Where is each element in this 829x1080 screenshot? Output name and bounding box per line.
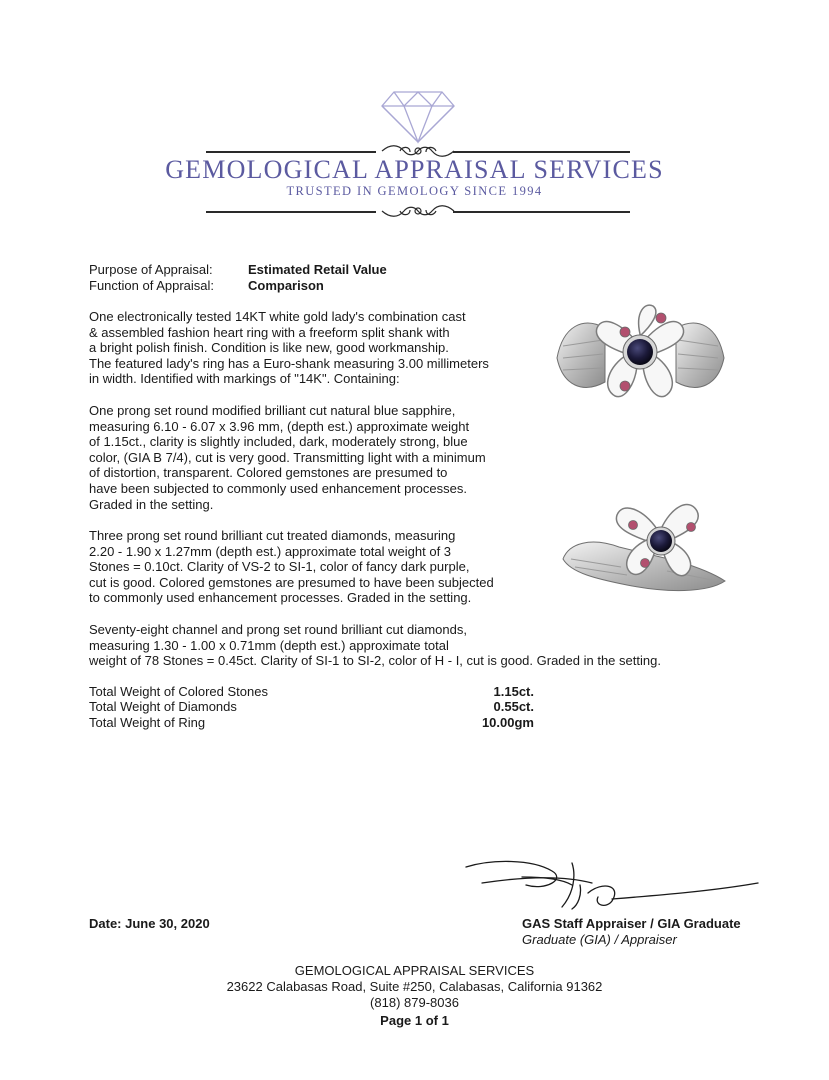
description-paragraph <box>89 309 489 387</box>
total-colored-stones-value: 1.15ct. <box>493 684 534 699</box>
treated-diamonds-line: to commonly used enhancement processes. Graded in the setting. <box>89 590 472 606</box>
treated-diamonds-line: 2.20 - 1.90 x 1.27mm (depth est.) approximate total weight of 3 <box>89 543 452 559</box>
sapphire-line: of 1.15ct., clarity is slightly included, dark, moderately strong, blue <box>89 434 468 450</box>
header-top-rule <box>206 151 376 153</box>
purpose-label: Purpose of Appraisal: <box>89 262 213 277</box>
flourish-bottom-icon <box>380 202 456 220</box>
company-tagline: TRUSTED IN GEMOLOGY SINCE 1994 <box>286 184 543 198</box>
total-diamonds-label: Total Weight of Diamonds <box>89 699 237 714</box>
diamond-icon <box>380 88 456 144</box>
sapphire-line: measuring 6.10 - 6.07 x 3.96 mm, (depth est.) approximate weight <box>89 418 470 434</box>
total-ring-weight-value: 10.00gm <box>481 715 534 730</box>
function-value: Comparison <box>248 278 324 293</box>
treated-diamonds-paragraph <box>89 528 494 606</box>
function-label: Function of Appraisal: <box>89 278 215 293</box>
description-line: The featured lady's ring has a Euro-shank measuring 3.00 millimeters <box>89 355 489 371</box>
sapphire-paragraph <box>89 403 486 512</box>
description-line: a bright polish finish. Condition is like new, good workmanship. <box>89 340 449 356</box>
page-number: Page 1 of 1 <box>380 1013 449 1028</box>
treated-diamonds-line: cut is good. Colored gemstones are presumed to have been subjected <box>89 574 494 590</box>
description-line: & assembled fashion heart ring with a freeform split shank with <box>89 324 450 340</box>
purpose-value: Estimated Retail Value <box>248 262 387 277</box>
sapphire-line: Graded in the setting. <box>89 496 214 512</box>
treated-diamonds-line: Three prong set round brilliant cut treated diamonds, measuring <box>89 528 456 543</box>
header-bottom-rule-right <box>453 211 630 213</box>
footer-address: 23622 Calabasas Road, Suite #250, Calabasas, California 91362 <box>226 979 603 994</box>
sapphire-line: have been subjected to commonly used enhancement processes. <box>89 480 467 496</box>
appraiser-subtitle: Graduate (GIA) / Appraiser <box>522 932 677 947</box>
ring-photo-top <box>553 296 728 418</box>
total-colored-stones-label: Total Weight of Colored Stones <box>89 684 268 699</box>
header-bottom-rule <box>206 211 376 213</box>
diamonds-line: Seventy-eight channel and prong set round brilliant cut diamonds, <box>89 622 467 637</box>
treated-diamonds-line: Stones = 0.10ct. Clarity of VS-2 to SI-1, color of fancy dark purple, <box>89 559 470 575</box>
company-name: GEMOLOGICAL APPRAISAL SERVICES <box>165 155 664 184</box>
sapphire-line: One prong set round modified brilliant cut natural blue sapphire, <box>89 403 456 418</box>
appraisal-date: Date: June 30, 2020 <box>89 916 210 931</box>
ring-photo-side <box>557 489 732 601</box>
diamonds-line: weight of 78 Stones = 0.45ct. Clarity of SI-1 to SI-2, color of H - I, cut is good. Graded in the setting. <box>89 653 661 669</box>
footer-company: GEMOLOGICAL APPRAISAL SERVICES <box>294 963 535 978</box>
description-line: in width. Identified with markings of "14K". Containing: <box>89 371 400 387</box>
sapphire-line: of distortion, transparent. Colored gemstones are presumed to <box>89 465 448 481</box>
description-line: One electronically tested 14KT white gold lady's combination cast <box>89 309 466 324</box>
appraiser-signature <box>462 855 762 915</box>
footer-phone: (818) 879-8036 <box>370 995 459 1010</box>
total-ring-weight-label: Total Weight of Ring <box>89 715 206 730</box>
appraiser-title: GAS Staff Appraiser / GIA Graduate <box>522 916 741 931</box>
diamonds-paragraph <box>89 622 661 669</box>
header-top-rule-right <box>453 151 630 153</box>
total-diamonds-value: 0.55ct. <box>493 699 534 714</box>
diamonds-line: measuring 1.30 - 1.00 x 0.71mm (depth est.) approximate total <box>89 637 449 653</box>
sapphire-line: color, (GIA B 7/4), cut is very good. Transmitting light with a minimum <box>89 449 486 465</box>
